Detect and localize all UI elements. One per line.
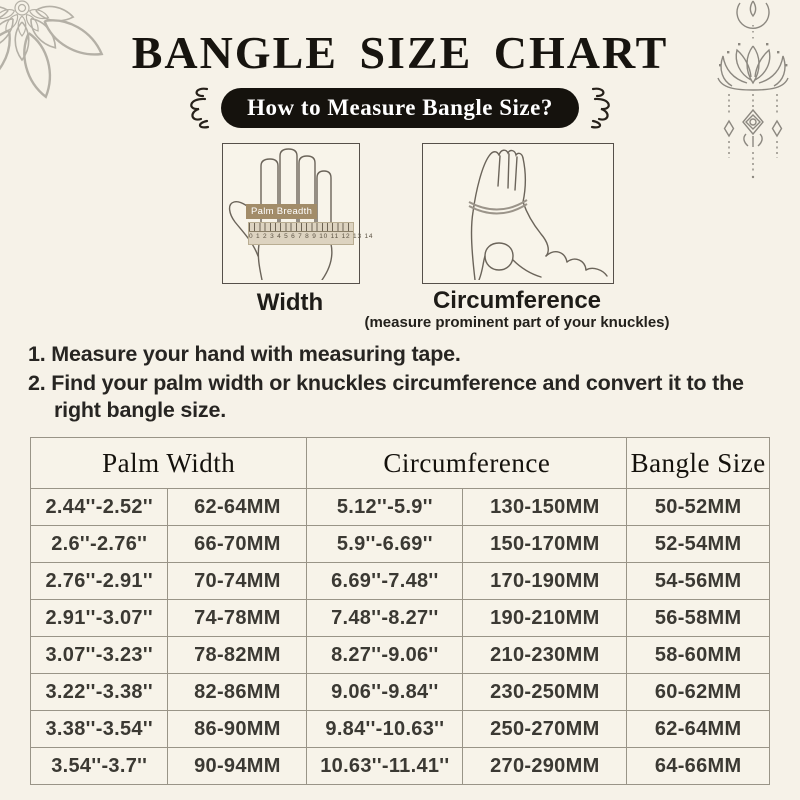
ruler: [248, 222, 374, 245]
table-row: [31, 674, 770, 711]
table-cell: 54-56MM: [627, 563, 770, 600]
instruction-step-2-continued: right bangle size.: [54, 398, 227, 422]
table-cell: 7.48''-8.27'': [307, 600, 463, 637]
hands-measuring-icon: [423, 144, 610, 280]
table-cell: 270-290MM: [463, 748, 627, 785]
instruction-step-2: 2. Find your palm width or knuckles circumference and convert it to the: [28, 371, 744, 395]
table-cell: 2.44''-2.52'': [31, 489, 168, 526]
width-caption: Width: [256, 289, 324, 316]
table-cell: 230-250MM: [463, 674, 627, 711]
width-figure: [222, 143, 374, 284]
table-row: [31, 711, 770, 748]
table-cell: 150-170MM: [463, 526, 627, 563]
table-cell: 5.12''-5.9'': [307, 489, 463, 526]
table-row: [31, 489, 770, 526]
table-row: [31, 637, 770, 674]
size-table-body: [31, 489, 770, 785]
table-cell: 66-70MM: [168, 526, 307, 563]
table-cell: 52-54MM: [627, 526, 770, 563]
table-cell: 210-230MM: [463, 637, 627, 674]
palm-breadth-label: Palm Breadth: [246, 204, 317, 219]
table-cell: 58-60MM: [627, 637, 770, 674]
table-cell: 2.76''-2.91'': [31, 563, 168, 600]
table-cell: 62-64MM: [168, 489, 307, 526]
table-cell: 170-190MM: [463, 563, 627, 600]
table-row: [31, 526, 770, 563]
header-bangle-size: Bangle Size: [627, 438, 770, 489]
banner-row: [0, 86, 800, 130]
table-cell: 50-52MM: [627, 489, 770, 526]
header-circumference: Circumference: [307, 438, 627, 489]
ruler-numbers: 0 1 2 3 4 5 6 7 8 9 10 11 12 13 14: [249, 233, 374, 240]
left-flourish-icon: [185, 86, 211, 130]
banner-pill: How to Measure Bangle Size?: [221, 88, 579, 128]
table-cell: 3.07''-3.23'': [31, 637, 168, 674]
table-cell: 3.22''-3.38'': [31, 674, 168, 711]
header-palm-width: Palm Width: [31, 438, 307, 489]
circumference-figure: [422, 143, 614, 284]
table-cell: 86-90MM: [168, 711, 307, 748]
table-cell: 56-58MM: [627, 600, 770, 637]
table-cell: 2.91''-3.07'': [31, 600, 168, 637]
ruler-ticks: [249, 223, 353, 232]
table-cell: 62-64MM: [627, 711, 770, 748]
table-cell: 10.63''-11.41'': [307, 748, 463, 785]
table-row: [31, 600, 770, 637]
table-cell: 3.54''-3.7'': [31, 748, 168, 785]
table-cell: 64-66MM: [627, 748, 770, 785]
table-cell: 82-86MM: [168, 674, 307, 711]
size-chart-table: [30, 437, 770, 785]
table-cell: 250-270MM: [463, 711, 627, 748]
right-flourish-icon: [589, 86, 615, 130]
table-cell: 9.06''-9.84'': [307, 674, 463, 711]
table-cell: 90-94MM: [168, 748, 307, 785]
circumference-note: (measure prominent part of your knuckles): [364, 314, 670, 331]
table-cell: 9.84''-10.63'': [307, 711, 463, 748]
table-row: [31, 563, 770, 600]
table-cell: 70-74MM: [168, 563, 307, 600]
table-cell: 190-210MM: [463, 600, 627, 637]
table-cell: 130-150MM: [463, 489, 627, 526]
table-cell: 6.69''-7.48'': [307, 563, 463, 600]
circumference-caption: Circumference: [432, 287, 602, 314]
table-cell: 2.6''-2.76'': [31, 526, 168, 563]
page-title: BANGLE SIZE CHART: [131, 27, 669, 78]
table-cell: 78-82MM: [168, 637, 307, 674]
table-header-row: [31, 438, 770, 489]
table-cell: 74-78MM: [168, 600, 307, 637]
table-row: [31, 748, 770, 785]
table-cell: 3.38''-3.54'': [31, 711, 168, 748]
table-cell: 5.9''-6.69'': [307, 526, 463, 563]
instruction-step-1: 1. Measure your hand with measuring tape.: [28, 342, 461, 366]
table-cell: 8.27''-9.06'': [307, 637, 463, 674]
table-cell: 60-62MM: [627, 674, 770, 711]
